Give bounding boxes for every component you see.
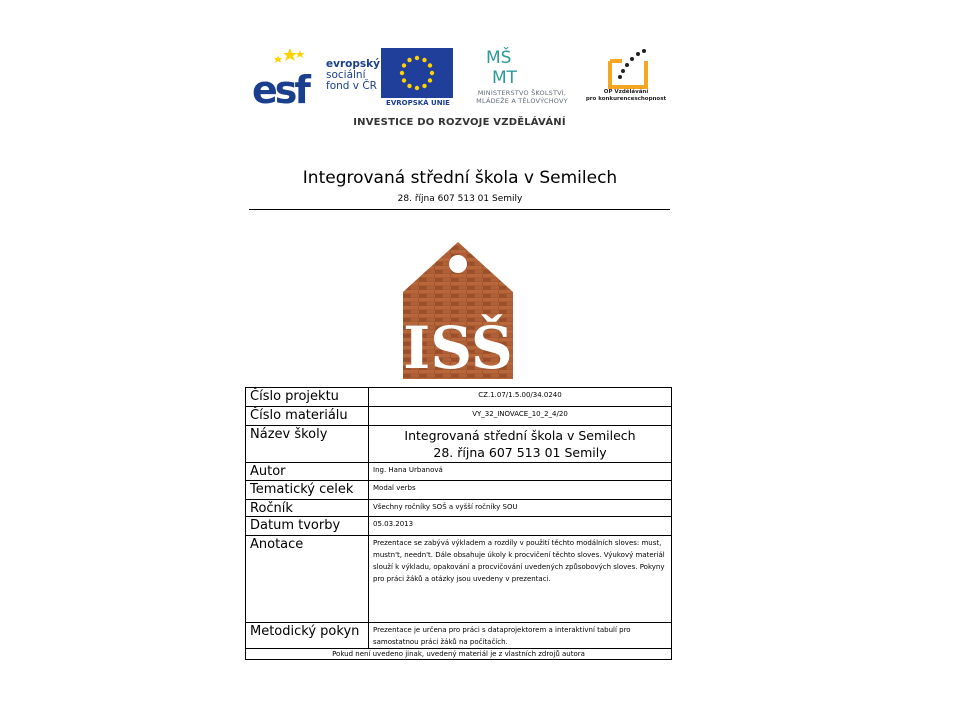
esf-line: evropský xyxy=(326,58,380,70)
eu-star-icon xyxy=(402,78,406,82)
table-row xyxy=(246,622,672,648)
row-label: Ročník xyxy=(246,499,369,516)
esf-line: fond v ČR xyxy=(326,80,377,92)
eu-flag-logo xyxy=(381,48,453,98)
msmt-caption xyxy=(458,89,586,105)
iss-logo-text: ISŠ xyxy=(403,314,513,379)
op-line: pro konkurenceschopnost xyxy=(585,96,667,102)
eu-star-icon xyxy=(402,63,406,67)
row-label: Anotace xyxy=(246,536,369,623)
op-vzdelavani-logo xyxy=(602,47,652,93)
row-value xyxy=(369,426,672,462)
eu-star-icon xyxy=(428,63,432,67)
msmt-logo xyxy=(486,45,528,87)
table-row xyxy=(246,536,672,623)
row-label: Datum tvorby xyxy=(246,516,369,535)
esf-caption xyxy=(326,59,380,92)
row-value: 05.03.2013 xyxy=(369,516,672,535)
svg-text:MT: MT xyxy=(492,68,518,87)
eu-star-icon xyxy=(428,78,432,82)
eu-star-icon xyxy=(400,71,404,75)
eu-star-icon xyxy=(422,58,426,62)
table-row xyxy=(246,480,672,499)
svg-text:MŠ: MŠ xyxy=(486,48,512,68)
school-name: Integrovaná střední škola v Semilech xyxy=(302,168,618,188)
eu-star-icon xyxy=(415,86,419,90)
esf-line: sociální xyxy=(326,69,366,81)
eu-caption: EVROPSKÁ UNIE xyxy=(386,99,450,107)
op-caption xyxy=(584,89,668,103)
table-row xyxy=(246,388,672,407)
row-value: CZ.1.07/1.5.00/34.0240 xyxy=(369,388,672,407)
row-value: VY_32_INOVACE_10_2_4/20 xyxy=(369,407,672,426)
row-value: Ing. Hana Urbanová xyxy=(369,462,672,480)
table-row xyxy=(246,499,672,516)
table-row xyxy=(246,426,672,462)
table-row xyxy=(246,516,672,535)
msmt-line: MINISTERSTVO ŠKOLSTVÍ, xyxy=(477,89,567,97)
eu-star-icon xyxy=(407,84,411,88)
header-divider xyxy=(249,209,670,210)
table-row xyxy=(246,462,672,480)
op-line: OP Vzdělávání xyxy=(603,89,649,95)
investice-slogan: INVESTICE DO ROZVOJE VZDĚLÁVÁNÍ xyxy=(353,117,566,128)
row-label: Autor xyxy=(246,462,369,480)
eu-star-icon xyxy=(430,71,434,75)
school-address: 28. října 607 513 01 Semily xyxy=(397,194,523,204)
row-label: Metodický pokyn xyxy=(246,622,369,648)
row-value: Prezentace se zabývá výkladem a rozdíly v použití těchto modálních sloves: must, mustn't, needn't. Dále obsahuje úkoly k procvičení těchto sloves. Výukový materiál slouží k výkladu, opakování a procvičování uvedených způsobových sloves. Pokyny pro práci žáků a otázky jsou uvedeny v prezentaci. xyxy=(369,536,672,623)
msmt-line: MLÁDEŽE A TĚLOVÝCHOVY xyxy=(476,97,568,105)
table-row xyxy=(246,407,672,426)
row-label: Číslo materiálu xyxy=(246,407,369,426)
row-value: Všechny ročníky SOŠ a vyšší ročníky SOU xyxy=(369,499,672,516)
value-line: 28. října 607 513 01 Semily xyxy=(433,445,607,461)
row-label: Název školy xyxy=(246,426,369,462)
row-label: Tematický celek xyxy=(246,480,369,499)
eu-star-icon xyxy=(422,84,426,88)
table-footer-note: Pokud není uvedeno jinak, uvedený materiál je z vlastních zdrojů autora xyxy=(246,648,672,659)
row-label: Číslo projektu xyxy=(246,388,369,407)
row-value: Modal verbs xyxy=(369,480,672,499)
eu-star-icon xyxy=(415,56,419,60)
material-info-table xyxy=(245,387,672,660)
logo-banner xyxy=(250,43,669,131)
table-footer-row xyxy=(246,648,672,659)
svg-text:esf: esf xyxy=(252,68,308,107)
eu-star-icon xyxy=(407,58,411,62)
iss-school-logo xyxy=(403,242,517,379)
row-value: Prezentace je určena pro práci s dataprojektorem a interaktivní tabulí pro samostatnou práci žáků na počítačích. xyxy=(369,622,672,648)
value-line: Integrovaná střední škola v Semilech xyxy=(404,428,636,444)
